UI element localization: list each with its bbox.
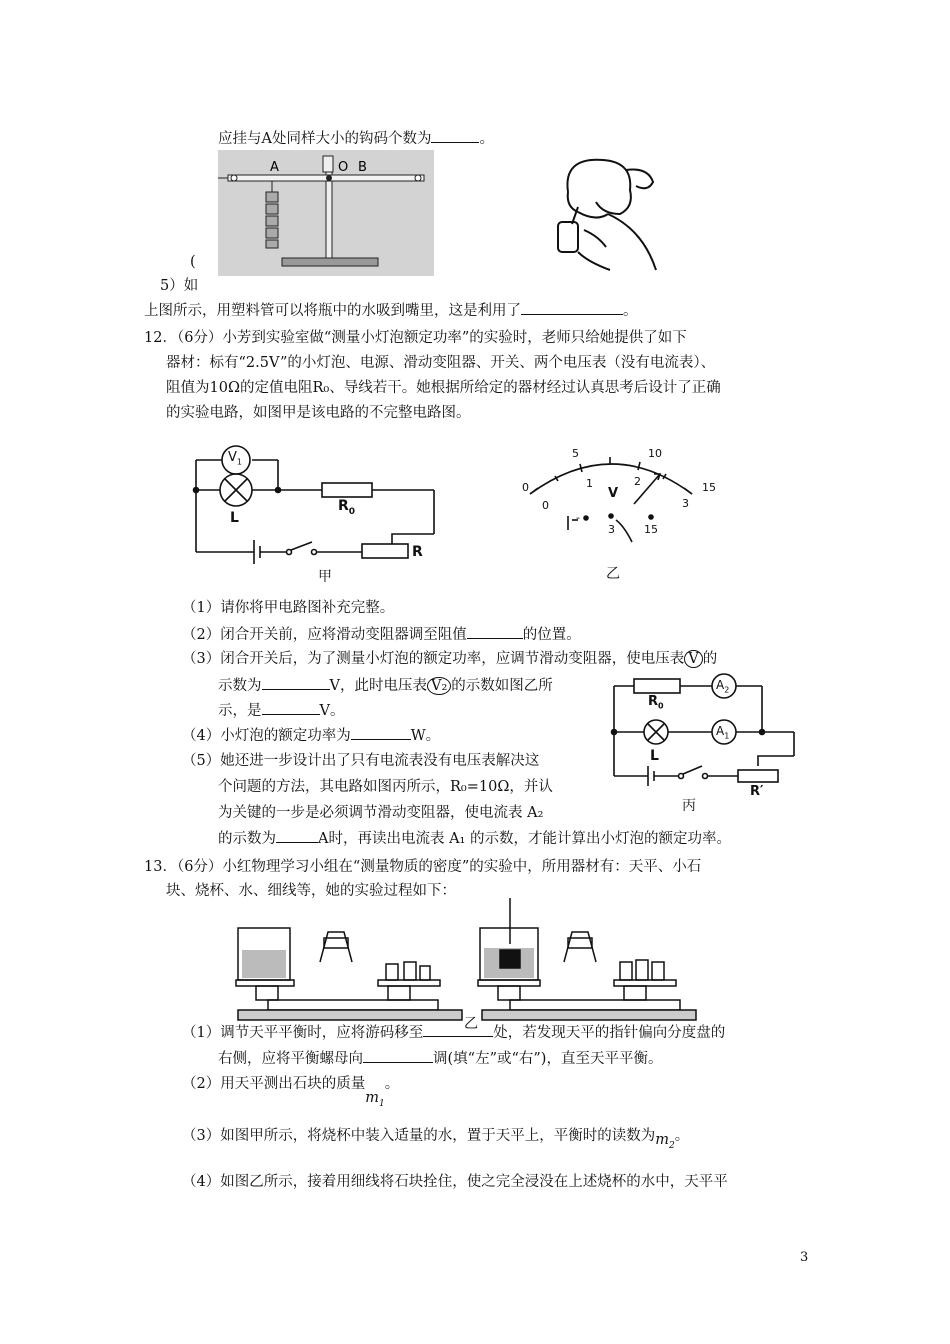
q12-s5: （5）她还进一步设计出了只有电流表没有电压表解决这 [182, 753, 540, 769]
q13-s2: （2）用天平测出石块的质量$m_1$。 [182, 1076, 400, 1109]
lever-label-b: B [358, 160, 367, 175]
q12-s4: （4）小灯泡的额定功率为 W。 [182, 725, 440, 746]
lever-label-o: O [338, 160, 349, 175]
jia-v1-label: $V_1$ [228, 450, 242, 467]
q11-line1: 应挂与A处同样大小的钩码个数为 。 [218, 128, 494, 149]
q11-paren: ( [190, 254, 196, 270]
jia-lamp-label: L [230, 510, 239, 526]
q12-line2: 器材：标有“2.5V”的小灯泡、电源、滑动变阻器、开关、两个电压表（没有电流表）、 [166, 355, 716, 371]
balance-figures [228, 898, 698, 1032]
q12-s5-l3: 为关键的一步是必须调节滑动变阻器，使电流表 A₂ [218, 805, 544, 821]
q12-s3-cont: 示数为 V，此时电压表 V₂ 的示数如图乙所 [218, 675, 553, 696]
q12-s5-l2: 个问题的方法，其电路如图丙所示，R₀=10Ω，并认 [218, 779, 553, 795]
q13-s4: （4）如图乙所示，接着用细线将石块拴住，使之完全浸没在上述烧杯的水中，天平平 [182, 1174, 728, 1190]
q12-s3: （3）闭合开关后，为了测量小灯泡的额定功率，应调节滑动变阻器，使电压表 V 的 [182, 651, 718, 667]
page-number: 3 [800, 1250, 809, 1265]
q13-s3: （3）如图甲所示，将烧杯中装入适量的水，置于天平上，平衡时的读数为$m_2$。 [182, 1128, 690, 1151]
jia-caption: 甲 [318, 569, 332, 585]
q12-s3-cont2: 示，是 V。 [218, 700, 344, 721]
balance-caption: 乙 [464, 1016, 478, 1032]
q12-s5-l4: 的示数为 A时，再读出电流表 A₁ 的示数，才能计算出小灯泡的额定功率。 [218, 828, 731, 849]
q12-line4: 的实验电路，如图甲是该电路的不完整电路图。 [166, 405, 471, 421]
jia-r-label: R [412, 544, 423, 560]
q12-line3: 阻值为10Ω的定值电阻R₀、导线若干。她根据所给定的器材经过认真思考后设计了正确 [166, 380, 721, 396]
lever-figure [218, 150, 434, 276]
q13-s1-cont: 右侧，应将平衡螺母向 调(填“左”或“右”)，直至天平平衡。 [218, 1048, 662, 1069]
q12-s2: （2）闭合开关前，应将滑动变阻器调至阻值 的位置。 [182, 624, 581, 645]
q11-q5: 上图所示，用塑料管可以将瓶中的水吸到嘴里，这是利用了 。 [144, 300, 638, 321]
lever-label-a: A [270, 160, 279, 175]
q13-line2: 块、烧杯、水、细线等，她的实验过程如下： [166, 883, 456, 899]
q12-head: 12．（6分）小芳到实验室做“测量小灯泡额定功率”的实验时，老师只给她提供了如下 [144, 330, 687, 346]
bing-caption: 丙 [682, 798, 696, 814]
circuit-diagram-bing: $R_0$ $A_2$ L $A_1$ R′ 丙 [604, 670, 804, 820]
q13-head: 13．（6分）小红物理学习小组在“测量物质的密度”的实验中，所用器材有：天平、小石 [144, 859, 702, 875]
q13-s1: （1）调节天平平衡时，应将游码移至 处，若发现天平的指针偏向分度盘的 [182, 1022, 725, 1043]
circuit-diagram-jia [186, 430, 446, 588]
q12-s1: （1）请你将甲电路图补充完整。 [182, 600, 395, 616]
girl-drinking-illustration [548, 152, 664, 272]
yi-caption: 乙 [606, 566, 620, 582]
voltmeter-dial-yi: 0 5 10 15 1 2 3 V 0 - 3 15 乙 [522, 447, 716, 582]
q11-q5-prefix: 5）如 [160, 278, 199, 294]
jia-r0-label: $R_0$ [338, 498, 356, 517]
